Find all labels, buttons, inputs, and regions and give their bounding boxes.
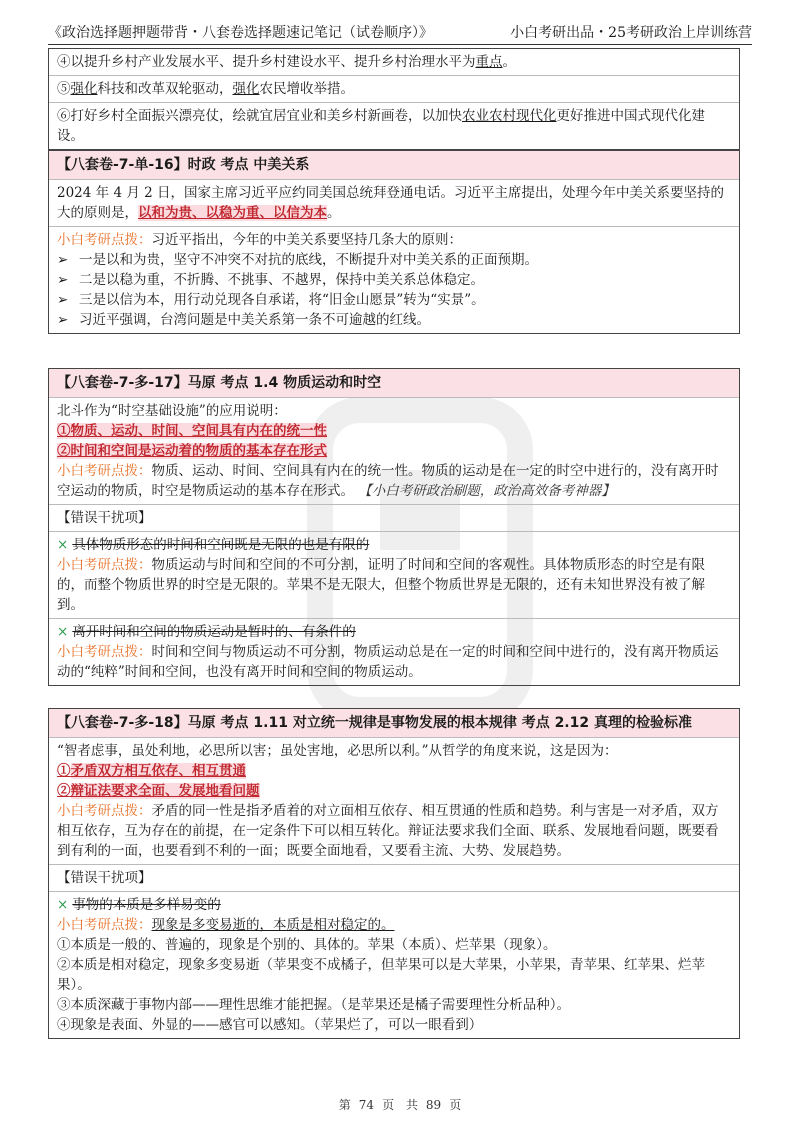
continuation-line-5 (49, 75, 739, 102)
answer-option-2: 辩证法要求全面、发展地看问题 (70, 783, 260, 799)
hint-text: 矛盾的同一性是指矛盾着的对立面相互依存、相互贯通的性质和趋势。利与害是一对矛盾，双方相互依存，互为存在的前提，在一定条件下可以相互转化。辩证法要求我们全面、联系、发展地看问题，既要看到有利的一面，也要看到不利的一面；既要全面地看，又要看主流、大势、发展趋势。 (57, 803, 719, 859)
option-number: ② (57, 783, 71, 799)
continuation-box (48, 48, 740, 150)
footer-text: 页 (382, 1098, 395, 1112)
bullet-text: 三是以信为本，用行动兑现各自承诺，将“旧金山愿景”转为“实景”。 (79, 292, 485, 308)
question-18-title: 【八套卷-7-多-18】马原 考点 1.11 对立统一规律是事物发展的根本规律 考点 2.12 真理的检验标准 (49, 709, 739, 737)
continuation-line-6 (49, 102, 739, 149)
wrong-option-1 (49, 531, 739, 618)
wrong-options-label: 【错误干扰项】 (49, 864, 739, 891)
stem-end: 。 (327, 205, 341, 221)
wrong-option-2 (49, 618, 739, 685)
hint-label: 小白考研点拨： (57, 644, 152, 660)
question-16-hint (49, 226, 739, 333)
hint-bullet (57, 250, 731, 270)
hint-text: 物质、运动、时间、空间具有内在的统一性。物质的运动是在一定的时空中进行的，没有离开时空运动的物质，时空是物质运动的基本存在形式。 (57, 463, 719, 499)
wrong-option-text: 离开时间和空间的物质运动是暂时的、有条件的 (72, 624, 356, 640)
stem-text: 北斗作为“时空基础设施”的应用说明： (57, 403, 287, 419)
question-17-box (48, 368, 740, 686)
answer-option-1: 矛盾双方相互依存、相互贯通 (70, 763, 246, 779)
hint-bullet (57, 270, 731, 290)
header-left-title: 《政治选择题押题带背・八套卷选择题速记笔记（试卷顺序）》 (48, 25, 433, 41)
page-header (48, 14, 752, 45)
line-text: ④以提升乡村产业发展水平、提升乡村建设水平、提升乡村治理水平为 (57, 54, 476, 70)
arrow-bullet-icon: ➢ (57, 272, 69, 288)
underlined-text: 重点 (475, 54, 503, 70)
hint-text: 物质运动与时间和空间的不可分割，证明了时间和空间的客观性。具体物质形态的时空是有限的，而整个物质世界的时空是无限的。苹果不是无限大，但整个物质世界是无限的，还有未知世界没有被了解到。 (57, 557, 705, 613)
line-text: 更好推进中国式现代化建设。 (57, 108, 705, 144)
question-17-body (49, 397, 739, 504)
hint-label: 小白考研点拨： (57, 557, 152, 573)
question-17-title: 【八套卷-7-多-17】马原 考点 1.4 物质运动和时空 (49, 369, 739, 397)
line-text: 科技和改革双轮驱动， (97, 81, 233, 97)
stem-text: 2024 年 4 月 2 日，国家主席习近平应约同美国总统拜登通电话。习近平主席提出，处理今年中美关系要坚持的大的原则是， (57, 185, 724, 221)
bullet-text: 二是以稳为重，不折腾、不挑事、不越界，保持中美关系总体稳定。 (79, 272, 484, 288)
cross-icon: × (57, 537, 69, 553)
underlined-text: 强化 (70, 81, 98, 97)
answer-option-1: ①物质、运动、时间、空间具有内在的统一性 (57, 423, 327, 439)
explanation-line: ②本质是相对稳定，现象多变易逝（苹果变不成橘子，但苹果可以是大苹果，小苹果，青苹果、红苹果、烂苹果）。 (57, 957, 705, 993)
line-text: ⑤ (57, 81, 71, 97)
header-right-brand: 小白考研出品・25考研政治上岸训练营 (510, 25, 752, 41)
explanation-line: ④现象是表面、外显的——感官可以感知。（苹果烂了，可以一眼看到） (57, 1017, 483, 1033)
wrong-options-label: 【错误干扰项】 (49, 504, 739, 531)
question-18-body (49, 737, 739, 864)
hint-label: 小白考研点拨： (57, 463, 152, 479)
line-text: 。 (502, 54, 516, 70)
line-text: 农民增收举措。 (259, 81, 354, 97)
hint-bullet (57, 290, 731, 310)
page-number: 74 (358, 1098, 375, 1112)
hint-bullet (57, 310, 731, 330)
underlined-text: 农业农村现代化 (462, 108, 557, 124)
hint-text: 时间和空间与物质运动不可分割，物质运动总是在一定的时间和空间中进行的，没有离开物质运动的“纯粹”时间和空间，也没有离开时间和空间的物质运动。 (57, 644, 719, 680)
answer-option-2: ②时间和空间是运动着的物质的基本存在形式 (57, 443, 327, 459)
hint-label: 小白考研点拨： (57, 917, 152, 933)
footer-text: 共 (405, 1098, 418, 1112)
line-text: ⑥打好乡村全面振兴漂亮仗，绘就宜居宜业和美乡村新画卷，以加快 (57, 108, 462, 124)
promo-note: 【小白考研政治刷题，政治高效备考神器】 (358, 483, 615, 499)
hint-text: 现象是多变易逝的，本质是相对稳定的。 (151, 917, 395, 933)
bullet-text: 一是以和为贵，坚守不冲突不对抗的底线，不断提升对中美关系的正面预期。 (79, 252, 538, 268)
hint-label: 小白考研点拨： (57, 803, 152, 819)
arrow-bullet-icon: ➢ (57, 312, 69, 328)
explanation-line: ①本质是一般的、普遍的，现象是个别的、具体的。苹果（本质）、烂苹果（现象）。 (57, 937, 557, 953)
wrong-option-1 (49, 891, 739, 1038)
continuation-line-4 (49, 49, 739, 75)
hint-label: 小白考研点拨： (57, 232, 152, 248)
stem-text: “智者虑事，虽处利地，必思所以害；虽处害地，必思所以利。”从哲学的角度来说，这是因为： (57, 743, 618, 759)
cross-icon: × (57, 624, 69, 640)
answer-text: 以和为贵、以稳为重、以信为本 (138, 205, 327, 221)
question-16-title: 【八套卷-7-单-16】时政 考点 中美关系 (49, 151, 739, 179)
wrong-option-text: 具体物质形态的时间和空间既是无限的也是有限的 (72, 537, 370, 553)
bullet-text: 习近平强调，台湾问题是中美关系第一条不可逾越的红线。 (79, 312, 430, 328)
question-16-stem (49, 179, 739, 226)
cross-icon: × (57, 897, 69, 913)
question-16-box (48, 150, 740, 334)
question-18-box (48, 708, 740, 1039)
footer-text: 第 (338, 1098, 351, 1112)
arrow-bullet-icon: ➢ (57, 292, 69, 308)
arrow-bullet-icon: ➢ (57, 252, 69, 268)
page-total: 89 (425, 1098, 442, 1112)
explanation-line: ③本质深藏于事物内部——理性思维才能把握。（是苹果还是橘子需要理性分析品种）。 (57, 997, 570, 1013)
footer-text: 页 (449, 1098, 462, 1112)
wrong-option-text: 事物的本质是多样易变的 (72, 897, 221, 913)
page-footer (0, 1096, 800, 1113)
option-number: ① (57, 763, 71, 779)
underlined-text: 强化 (232, 81, 260, 97)
hint-text: 习近平指出，今年的中美关系要坚持几条大的原则： (151, 232, 462, 248)
